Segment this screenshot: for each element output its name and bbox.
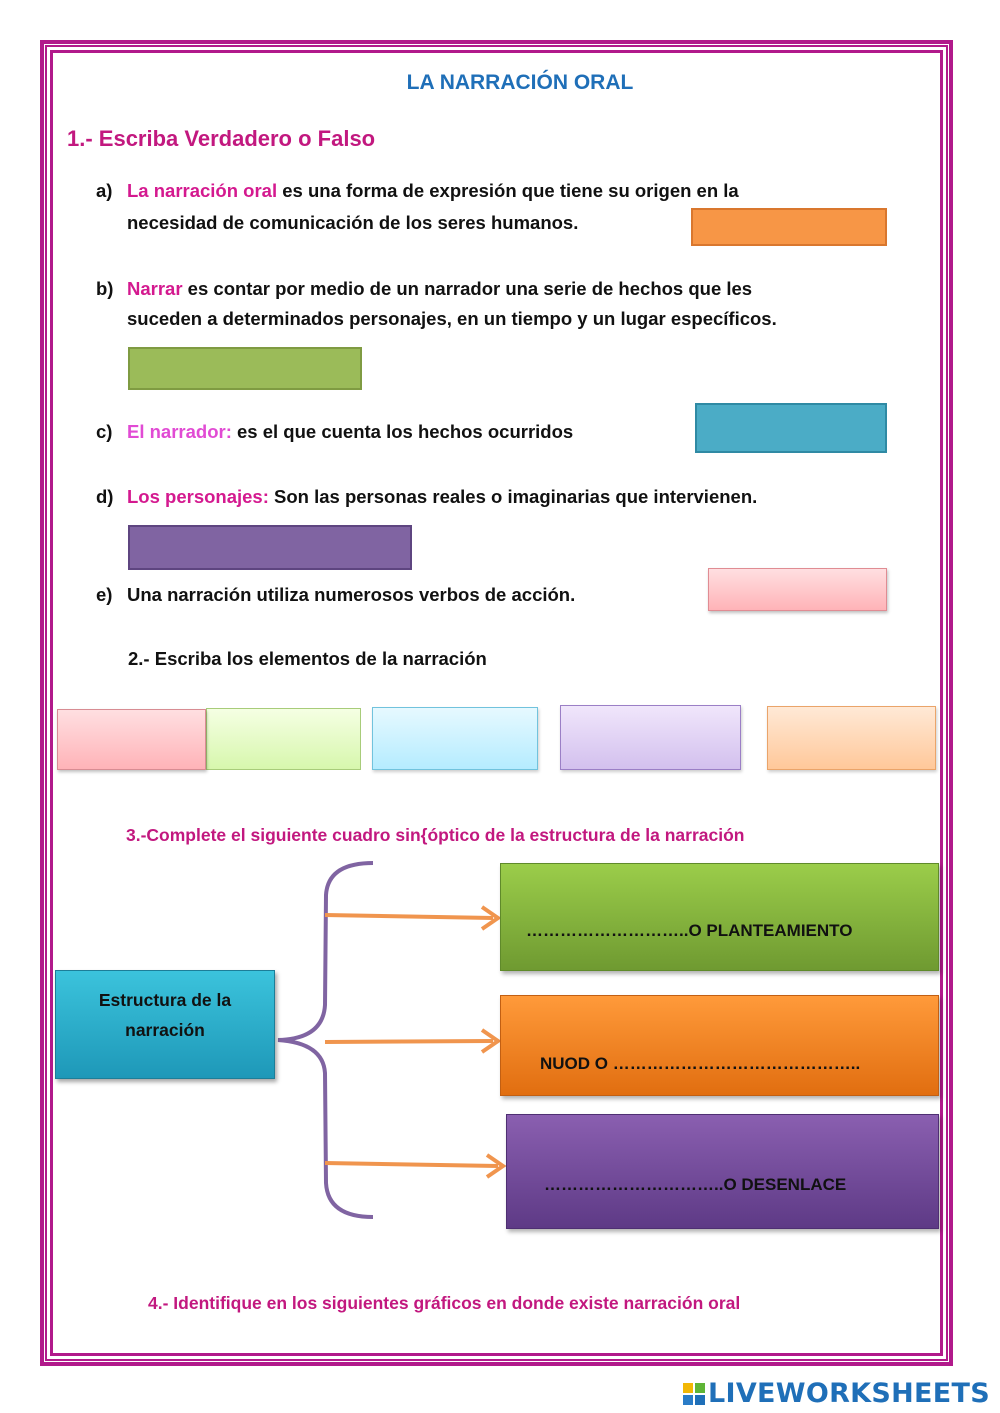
question-c-highlight: El narrador: xyxy=(127,421,232,442)
arrow-2-line xyxy=(325,1041,493,1042)
structure-box-nudo[interactable] xyxy=(500,995,939,1096)
answer-box-e[interactable] xyxy=(708,568,887,611)
question-d-letter: d) xyxy=(96,486,114,507)
question-c xyxy=(96,416,696,450)
structure-box-desenlace[interactable] xyxy=(506,1114,939,1229)
question-d-line1: Los personajes: Son las personas reales o imaginarias que intervienen. xyxy=(127,486,758,507)
answer-box-c[interactable] xyxy=(695,403,887,453)
question-b xyxy=(96,273,956,343)
question-d-highlight: Los personajes: xyxy=(127,486,269,507)
question-a-line1: La narración oral es una forma de expresión que tiene su origen en la xyxy=(127,180,739,201)
question-a-letter: a) xyxy=(96,180,113,201)
element-box-3[interactable] xyxy=(372,707,538,770)
section2-heading: 2.- Escriba los elementos de la narración xyxy=(128,648,487,669)
arrow-3-line xyxy=(325,1163,498,1166)
answer-box-a[interactable] xyxy=(691,208,887,246)
desenlace-text: …………………………..O DESENLACE xyxy=(544,1175,847,1194)
section1-heading: 1.- Escriba Verdadero o Falso xyxy=(67,126,376,151)
question-d xyxy=(96,481,946,515)
logo-mark-icon xyxy=(683,1383,705,1405)
section4-heading: 4.- Identifique en los siguientes gráficos en donde existe narración oral xyxy=(148,1293,741,1313)
structure-label-line1: Estructura de la xyxy=(98,990,232,1010)
question-c-line1: El narrador: es el que cuenta los hechos ocurridos xyxy=(127,421,574,442)
structure-center-box xyxy=(55,970,275,1079)
logo-text: LIVEWORKSHEETS xyxy=(707,1378,990,1409)
question-e-line1: Una narración utiliza numerosos verbos de acción. xyxy=(127,584,576,605)
synoptic-connectors xyxy=(260,855,510,1230)
question-b-highlight: Narrar xyxy=(127,278,183,299)
answer-box-d[interactable] xyxy=(128,525,412,570)
section3-heading: 3.-Complete el siguiente cuadro sin{óptico de la estructura de la narración xyxy=(126,825,745,845)
question-b-line2: suceden a determinados personajes, en un tiempo y un lugar específicos. xyxy=(127,308,777,329)
nudo-text: NUOD O …………………………………….. xyxy=(540,1054,861,1073)
element-box-4[interactable] xyxy=(560,705,741,770)
structure-box-planteamiento[interactable] xyxy=(500,863,939,971)
element-box-2[interactable] xyxy=(206,708,361,770)
answer-box-b[interactable] xyxy=(128,347,362,390)
arrow-1-line xyxy=(325,915,493,918)
element-box-1[interactable] xyxy=(57,709,206,770)
structure-label-line2: narración xyxy=(125,1020,205,1040)
liveworksheets-logo xyxy=(683,1378,990,1409)
planteamiento-text: ………………………..O PLANTEAMIENTO xyxy=(526,921,853,940)
question-c-letter: c) xyxy=(96,421,113,442)
page-title: LA NARRACIÓN ORAL xyxy=(406,71,634,94)
element-box-5[interactable] xyxy=(767,706,936,770)
question-a-line2: necesidad de comunicación de los seres humanos. xyxy=(127,212,579,233)
question-a-highlight: La narración oral xyxy=(127,180,278,201)
question-b-letter: b) xyxy=(96,278,114,299)
question-e-letter: e) xyxy=(96,584,113,605)
question-e xyxy=(96,579,696,613)
question-b-line1: Narrar es contar por medio de un narrador una serie de hechos que les xyxy=(127,278,753,299)
